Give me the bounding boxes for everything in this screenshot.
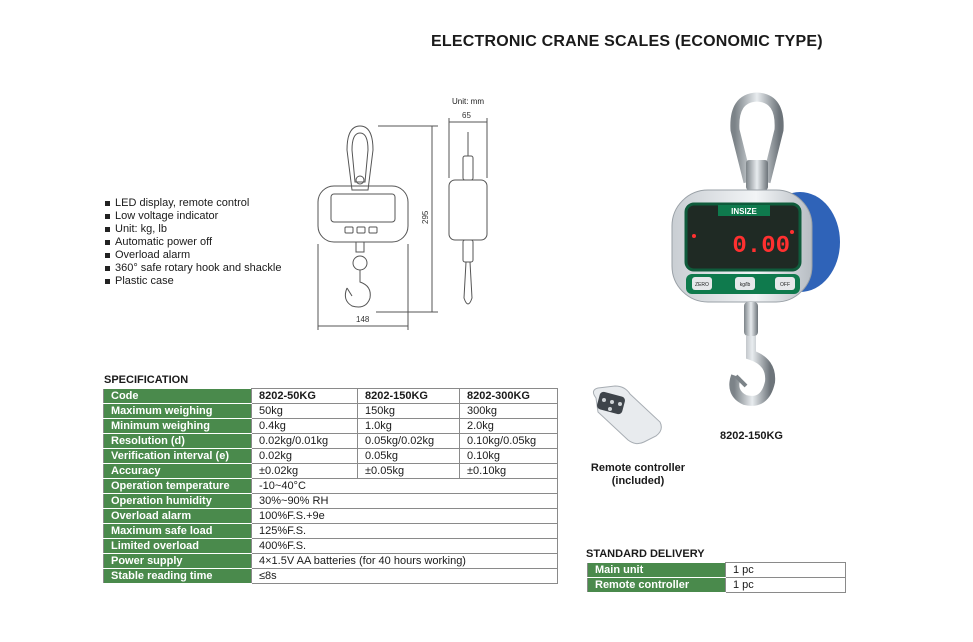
spec-value: 30%~90% RH: [252, 494, 558, 509]
spec-value: 0.4kg: [252, 419, 358, 434]
feature-item: Plastic case: [104, 275, 281, 288]
spec-value: ≤8s: [252, 569, 558, 584]
height-dimension: 295: [421, 210, 430, 224]
feature-item: Low voltage indicator: [104, 210, 281, 223]
spec-label: Maximum weighing: [104, 404, 252, 419]
spec-label: Code: [104, 389, 252, 404]
spec-value: 2.0kg: [460, 419, 558, 434]
spec-label: Accuracy: [104, 464, 252, 479]
spec-value: 100%F.S.+9e: [252, 509, 558, 524]
spec-value: ±0.10kg: [460, 464, 558, 479]
feature-item: LED display, remote control: [104, 197, 281, 210]
spec-value: 0.02kg: [252, 449, 358, 464]
spec-value: 0.02kg/0.01kg: [252, 434, 358, 449]
table-row: [104, 524, 558, 539]
spec-value: 1.0kg: [358, 419, 460, 434]
spec-value: 0.05kg: [358, 449, 460, 464]
table-row: [104, 539, 558, 554]
page-title: ELECTRONIC CRANE SCALES (ECONOMIC TYPE): [431, 33, 823, 50]
delivery-label: Main unit: [588, 563, 726, 578]
product-caption: 8202-150KG: [720, 430, 783, 442]
spec-label: Verification interval (e): [104, 449, 252, 464]
off-button: OFF: [780, 282, 790, 288]
spec-label: Overload alarm: [104, 509, 252, 524]
delivery-label: Remote controller: [588, 578, 726, 593]
table-row: [104, 434, 558, 449]
length-dimension: 148: [356, 315, 370, 324]
spec-label: Minimum weighing: [104, 419, 252, 434]
standard-delivery-table: [587, 562, 846, 593]
spec-value: 125%F.S.: [252, 524, 558, 539]
table-row: [104, 449, 558, 464]
width-dimension: 65: [462, 111, 471, 120]
spec-label: Stable reading time: [104, 569, 252, 584]
standard-delivery-heading: STANDARD DELIVERY: [586, 548, 705, 560]
zero-button: ZERO: [695, 282, 709, 288]
spec-value: 8202-150KG: [358, 389, 460, 404]
spec-label: Power supply: [104, 554, 252, 569]
delivery-value: 1 pc: [726, 578, 846, 593]
remote-caption-line: (included): [611, 475, 665, 487]
table-row: [588, 563, 846, 578]
table-row: [104, 509, 558, 524]
led-display: 0.00: [732, 233, 790, 260]
spec-value: 0.10kg: [460, 449, 558, 464]
table-row: [104, 479, 558, 494]
spec-label: Maximum safe load: [104, 524, 252, 539]
specification-table: [103, 388, 558, 584]
spec-value: 150kg: [358, 404, 460, 419]
specification-heading: SPECIFICATION: [104, 374, 189, 386]
table-row: [104, 404, 558, 419]
remote-caption: [583, 462, 693, 488]
spec-value: 0.10kg/0.05kg: [460, 434, 558, 449]
unit-label: Unit: mm: [452, 97, 484, 106]
feature-item: 360° safe rotary hook and shackle: [104, 262, 281, 275]
dimension-drawing: [300, 90, 500, 340]
feature-list: [104, 197, 281, 288]
spec-value: 300kg: [460, 404, 558, 419]
table-row: [104, 494, 558, 509]
table-row: [104, 554, 558, 569]
spec-label: Operation humidity: [104, 494, 252, 509]
feature-item: Unit: kg, lb: [104, 223, 281, 236]
remote-caption-line: Remote controller: [590, 462, 686, 474]
unit-button: kg/lb: [739, 282, 751, 288]
spec-value: 4×1.5V AA batteries (for 40 hours working): [252, 554, 558, 569]
spec-value: ±0.05kg: [358, 464, 460, 479]
feature-item: Automatic power off: [104, 236, 281, 249]
table-row: [104, 464, 558, 479]
spec-value: 50kg: [252, 404, 358, 419]
spec-label: Operation temperature: [104, 479, 252, 494]
table-row: [104, 389, 558, 404]
table-row: [104, 569, 558, 584]
spec-value: 8202-50KG: [252, 389, 358, 404]
spec-value: -10~40°C: [252, 479, 558, 494]
spec-label: Limited overload: [104, 539, 252, 554]
spec-value: 400%F.S.: [252, 539, 558, 554]
table-row: [588, 578, 846, 593]
spec-label: Resolution (d): [104, 434, 252, 449]
brand-logo: INSIZE: [731, 207, 757, 216]
delivery-value: 1 pc: [726, 563, 846, 578]
spec-value: 8202-300KG: [460, 389, 558, 404]
table-row: [104, 419, 558, 434]
feature-item: Overload alarm: [104, 249, 281, 262]
spec-value: 0.05kg/0.02kg: [358, 434, 460, 449]
remote-controller-image: [585, 385, 665, 450]
crane-scale-photo: [665, 92, 845, 422]
spec-value: ±0.02kg: [252, 464, 358, 479]
